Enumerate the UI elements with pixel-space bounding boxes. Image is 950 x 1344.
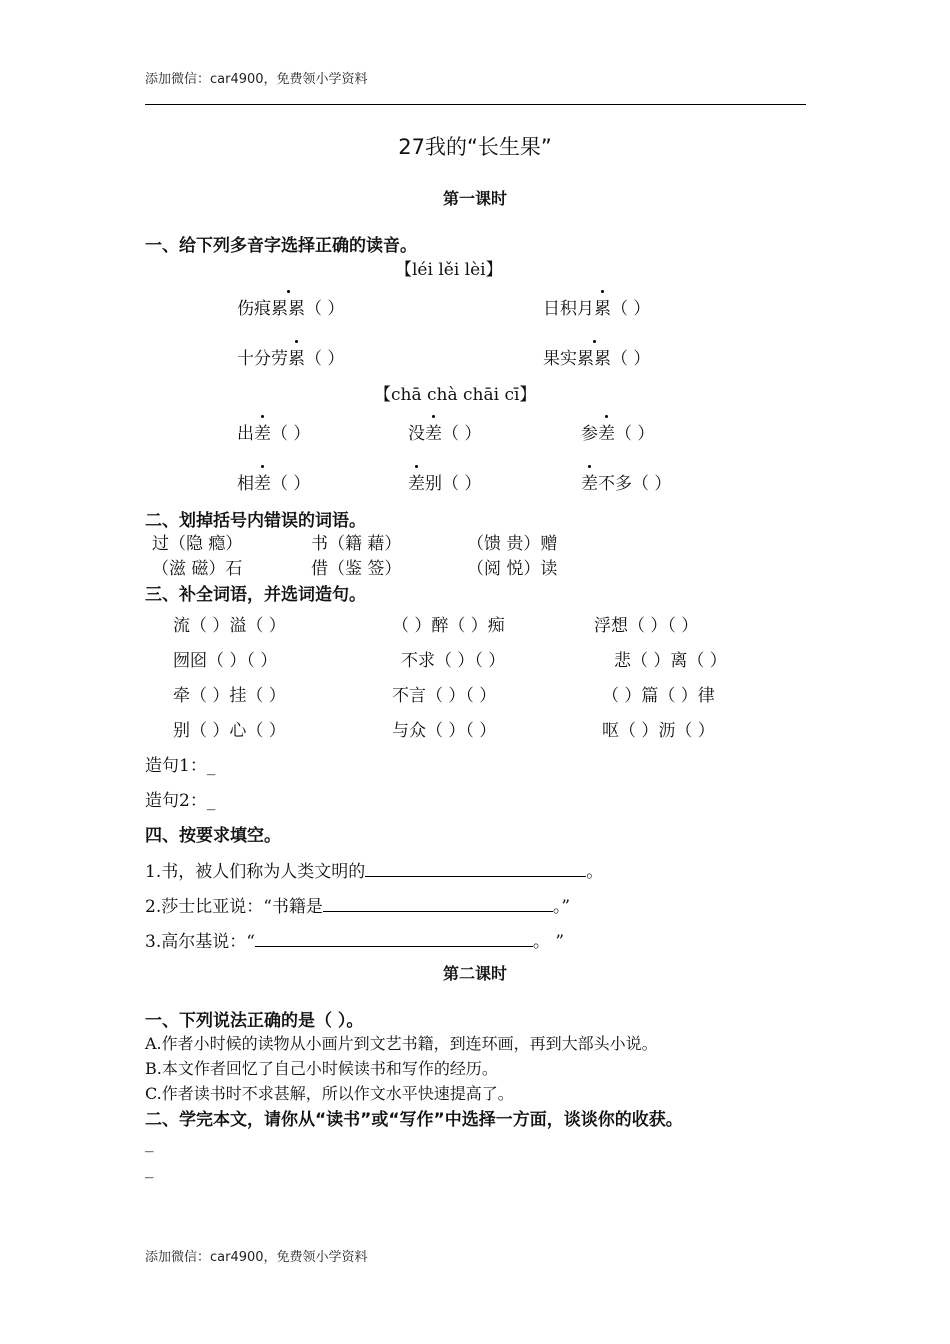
page-title: 27我的“长生果” — [398, 135, 552, 159]
word-choice-item[interactable]: （阅 悦）读 — [467, 559, 558, 579]
word-choice-item[interactable]: （滋 磁）石 — [152, 559, 243, 579]
answer-blank[interactable] — [365, 860, 586, 877]
answer-paren[interactable]: （ ） — [305, 299, 345, 319]
polyphone-item: 相差（ ） — [237, 469, 310, 494]
idiom-fill-item[interactable]: 呕（ ）沥（ ） — [602, 721, 715, 741]
idiom-fill-item[interactable]: 不言（ ）（ ） — [392, 686, 497, 706]
dotted-char: 差 — [254, 469, 271, 494]
idiom-fill-item[interactable]: 别（ ）心（ ） — [173, 721, 286, 741]
option-a[interactable]: A.作者小时候的读物从小画片到文艺书籍，到连环画，再到大部头小说。 — [145, 1034, 658, 1053]
word-choice-item[interactable]: 借（鉴 签） — [311, 559, 402, 579]
answer-blank[interactable] — [323, 895, 553, 912]
dotted-char: 累 — [594, 294, 611, 319]
q1-title: 一、给下列多音字选择正确的读音。 — [145, 236, 417, 256]
idiom-fill-item[interactable]: 囫囵（ ）（ ） — [173, 651, 278, 671]
sentence-line-1[interactable]: 造句1：_ — [145, 756, 216, 776]
dotted-char: 累累 — [271, 294, 305, 319]
polyphone-item: 差别（ ） — [408, 469, 481, 494]
polyphone-item: 差不多（ ） — [581, 469, 671, 494]
idiom-fill-item[interactable]: 浮想（ ）（ ） — [594, 616, 699, 636]
answer-blank[interactable] — [255, 930, 533, 947]
answer-paren[interactable]: （ ） — [305, 349, 345, 369]
fill-line-1: 1.书，被人们称为人类文明的 。 — [145, 862, 604, 882]
word-choice-item[interactable]: 书（籍 藉） — [311, 534, 402, 554]
pinyin-options-cha: 【chā chà chāi cī】 — [374, 385, 537, 405]
idiom-fill-item[interactable]: 牵（ ）挂（ ） — [173, 686, 286, 706]
answer-paren[interactable]: （ ） — [615, 424, 655, 444]
idiom-fill-item[interactable]: 与众（ ）（ ） — [392, 721, 497, 741]
polyphone-item: 十分劳累（ ） — [237, 344, 344, 369]
answer-line-1[interactable]: _ — [145, 1133, 154, 1153]
sentence-line-2[interactable]: 造句2：_ — [145, 791, 216, 811]
answer-line-2[interactable]: _ — [145, 1159, 154, 1179]
dotted-char: 差 — [598, 419, 615, 444]
answer-paren[interactable]: （ ） — [611, 349, 651, 369]
l2-q1-title: 一、下列说法正确的是（ ）。 — [145, 1011, 364, 1031]
idiom-fill-item[interactable]: （ ）醉（ ）痴 — [392, 616, 505, 636]
polyphone-item: 伤痕累累（ ） — [237, 294, 344, 319]
polyphone-item: 参差（ ） — [581, 419, 654, 444]
polyphone-item: 出差（ ） — [237, 419, 310, 444]
word-choice-item[interactable]: （馈 贵）赠 — [467, 534, 558, 554]
lesson1-heading: 第一课时 — [442, 189, 507, 208]
pinyin-options-lei: 【léi lěi lèi】 — [395, 260, 503, 280]
page-footer: 添加微信：car4900，免费领小学资料 — [145, 1250, 368, 1265]
header-divider — [145, 104, 806, 105]
q4-title: 四、按要求填空。 — [145, 826, 281, 846]
dotted-char: 差 — [408, 469, 425, 494]
answer-paren[interactable]: （ ） — [611, 299, 651, 319]
fill-line-3: 3.高尔基说：“ 。 ” — [145, 932, 565, 952]
option-b[interactable]: B.本文作者回忆了自己小时候读书和写作的经历。 — [145, 1059, 498, 1078]
lesson2-heading: 第二课时 — [442, 964, 507, 983]
polyphone-item: 日积月累（ ） — [543, 294, 650, 319]
idiom-fill-item[interactable]: （ ）篇（ ）律 — [602, 686, 715, 706]
dotted-char: 累 — [288, 344, 305, 369]
dotted-char: 差 — [581, 469, 598, 494]
idiom-fill-item[interactable]: 不求（ ）（ ） — [401, 651, 506, 671]
q2-title: 二、划掉括号内错误的词语。 — [145, 511, 366, 531]
answer-paren[interactable]: （ ） — [271, 424, 311, 444]
answer-paren[interactable]: （ ） — [271, 474, 311, 494]
dotted-char: 差 — [254, 419, 271, 444]
option-c[interactable]: C.作者读书时不求甚解，所以作文水平快速提高了。 — [145, 1084, 514, 1103]
polyphone-item: 果实累累（ ） — [543, 344, 650, 369]
polyphone-item: 没差（ ） — [408, 419, 481, 444]
answer-paren[interactable]: （ ） — [442, 474, 482, 494]
dotted-char: 差 — [425, 419, 442, 444]
fill-line-2: 2.莎士比亚说：“书籍是 。” — [145, 897, 571, 917]
answer-paren[interactable]: （ ） — [632, 474, 672, 494]
dotted-char: 累累 — [577, 344, 611, 369]
idiom-fill-item[interactable]: 流（ ）溢（ ） — [173, 616, 286, 636]
page-header: 添加微信：car4900，免费领小学资料 — [145, 72, 368, 87]
answer-paren[interactable]: （ ） — [442, 424, 482, 444]
idiom-fill-item[interactable]: 悲（ ）离（ ） — [614, 651, 727, 671]
q3-title: 三、补全词语，并选词造句。 — [145, 585, 366, 605]
word-choice-item[interactable]: 过（隐 瘾） — [152, 534, 243, 554]
l2-q2-title: 二、学完本文，请你从“读书”或“写作”中选择一方面，谈谈你的收获。 — [145, 1110, 683, 1130]
